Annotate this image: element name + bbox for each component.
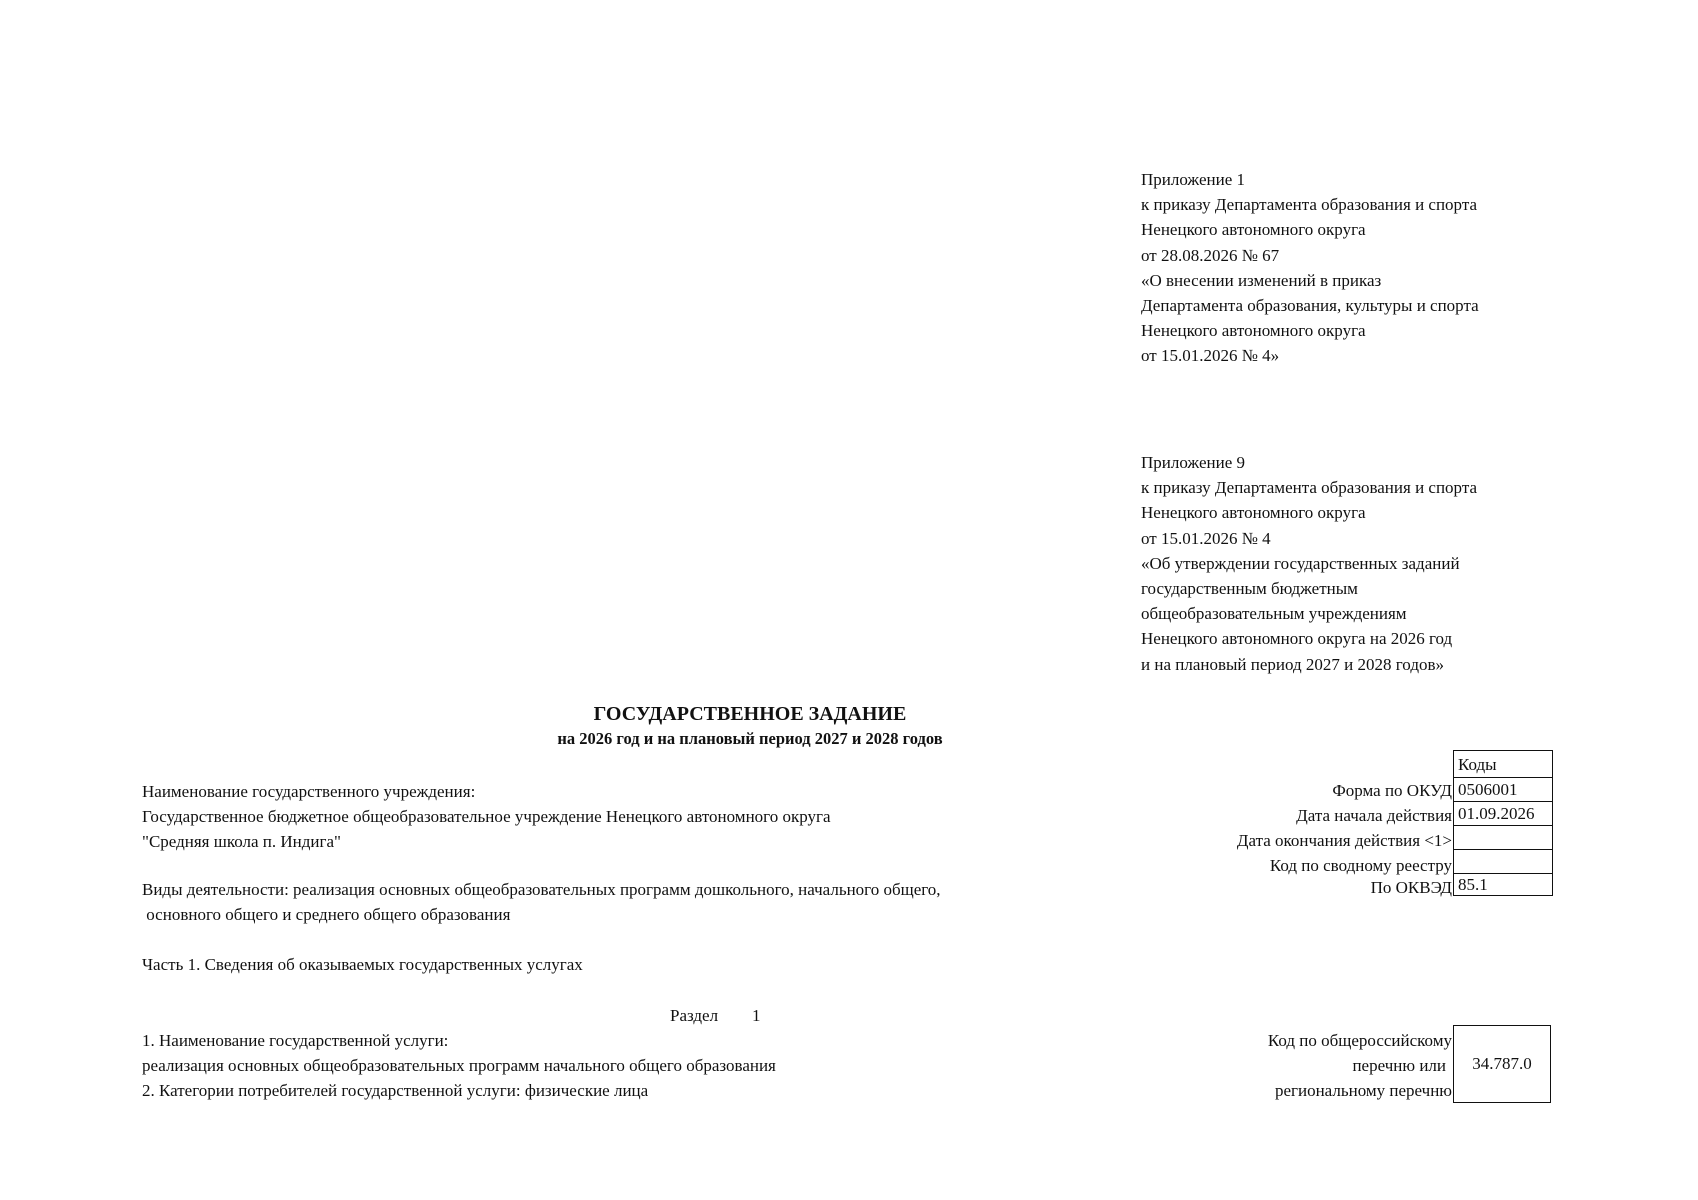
end-date-value [1454, 826, 1552, 850]
appendix-9-line: государственным бюджетным [1141, 578, 1358, 598]
appendix-9-line: к приказу Департамента образования и спорта [1141, 478, 1478, 498]
appendix-9-block [1141, 450, 1477, 677]
service-name-value: реализация основных общеобразовательных программ начального общего образования [142, 1056, 776, 1075]
activities-line-2: основного общего и среднего общего образования [142, 905, 511, 924]
service-consumers: 2. Категории потребителей государственной услуги: физические лица [142, 1081, 649, 1100]
end-date-label: Дата окончания действия <1> [1236, 831, 1452, 850]
codes-table [1453, 750, 1553, 896]
okud-value: 0506001 [1454, 778, 1552, 802]
section-label: Раздел [670, 1006, 719, 1025]
catalog-code-value: 34.787.0 [1472, 1054, 1532, 1073]
catalog-label-line-2: перечню или [1352, 1056, 1446, 1075]
appendix-1-line: Приложение 1 [1141, 170, 1245, 189]
appendix-9-line: Ненецкого автономного округа на 2026 год [1141, 629, 1453, 649]
registry-code-value [1454, 850, 1552, 874]
start-date-label: Дата начала действия [1296, 806, 1452, 825]
appendix-1-line: от 28.08.2026 № 67 [1141, 245, 1280, 265]
institution-label: Наименование государственного учреждения: [142, 782, 476, 801]
document-title: ГОСУДАРСТВЕННОЕ ЗАДАНИЕ [593, 703, 907, 725]
appendix-9-line: и на плановый период 2027 и 2028 годов» [1141, 654, 1444, 674]
appendix-9-line: от 15.01.2026 № 4 [1141, 528, 1271, 548]
part-1-heading: Часть 1. Сведения об оказываемых государственных услугах [142, 955, 583, 974]
codes-header: Коды [1454, 751, 1552, 778]
appendix-1-block [1141, 167, 1479, 369]
appendix-9-line: общеобразовательным учреждениям [1141, 604, 1407, 624]
catalog-code-box [1453, 1025, 1551, 1103]
okud-label: Форма по ОКУД [1332, 781, 1452, 800]
catalog-label-line-1: Код по общероссийскому [1267, 1031, 1452, 1050]
registry-code-label: Код по сводному реестру [1269, 856, 1452, 875]
okved-value: 85.1 [1454, 874, 1552, 896]
document-subtitle: на 2026 год и на плановый период 2027 и 2028 годов [557, 729, 943, 748]
appendix-1-line: к приказу Департамента образования и спорта [1141, 195, 1478, 215]
appendix-1-line: Ненецкого автономного округа [1141, 321, 1366, 341]
appendix-1-line: Департамента образования, культуры и спорта [1141, 295, 1479, 315]
service-name-label: 1. Наименование государственной услуги: [142, 1031, 449, 1050]
okved-label: По ОКВЭД [1370, 878, 1452, 897]
appendix-9-line: «Об утверждении государственных заданий [1141, 553, 1460, 573]
appendix-9-line: Приложение 9 [1141, 453, 1245, 472]
appendix-1-line: «О внесении изменений в приказ [1141, 270, 1382, 290]
activities-line-1: Виды деятельности: реализация основных общеобразовательных программ дошкольного, начального общего, [142, 880, 941, 899]
appendix-9-line: Ненецкого автономного округа [1141, 503, 1366, 523]
appendix-1-line: от 15.01.2026 № 4» [1141, 346, 1280, 366]
appendix-1-line: Ненецкого автономного округа [1141, 220, 1366, 240]
start-date-value: 01.09.2026 [1454, 802, 1552, 826]
institution-name-line-2: "Средняя школа п. Индига" [142, 832, 341, 851]
catalog-label-line-3: региональному перечню [1274, 1081, 1452, 1100]
section-number: 1 [752, 1006, 761, 1025]
institution-name-line-1: Государственное бюджетное общеобразовательное учреждение Ненецкого автономного округа [142, 807, 831, 826]
